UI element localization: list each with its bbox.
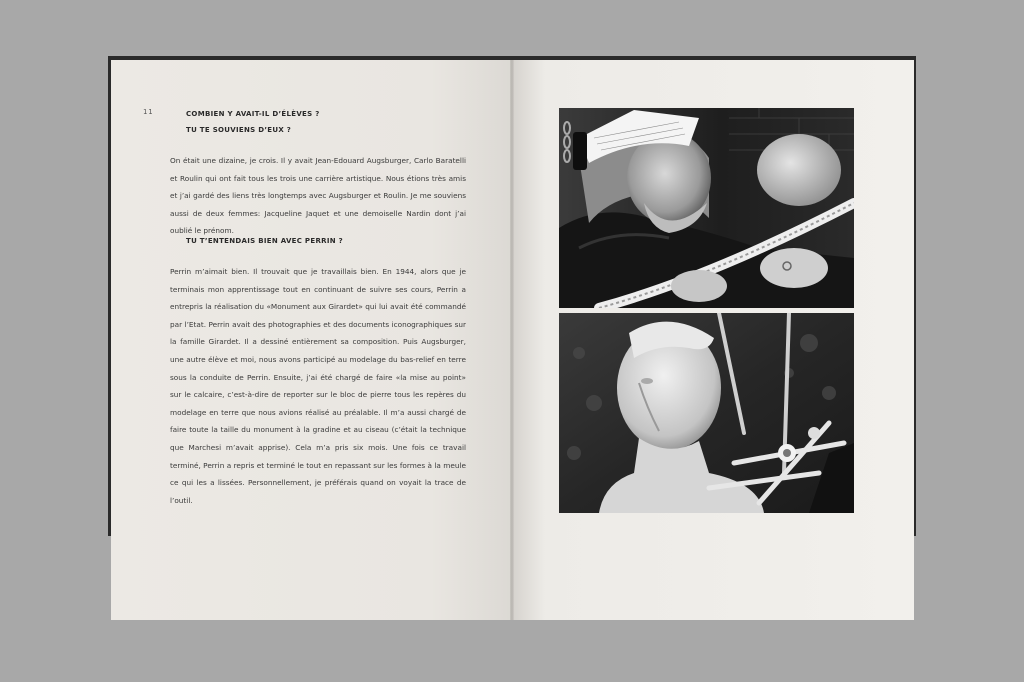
answer-paragraph-2: Perrin m’aimait bien. Il trouvait que je travaillais bien. En 1944, alors que je terminais mon apprentissage tout en continuant de suivre ses cours, Perrin a entrepris la réalisation du «Monument aux Girardet» qui lui avait été commandé par l’Etat. Perrin avait des photographies et des documents iconographiques sur la famille Girardet. Il a dessiné entièrement sa composition. Puis Augsburger, une autre élève et moi, nous avons participé au modelage du bas-relief en terre sous la conduite de Perrin. Ensuite, j’ai été chargé de faire «la mise au point» sur le calcaire, c’est-à-dire de reporter sur le bloc de pierre tous les repères du modelage en terre que nous avions réalisé au préalable. Il m’a aussi chargé de faire toute la taille du monument à la gradine et au ciseau (c’était la technique que Marchesi m’avait apprise). Cela m’a pris six mois. Une fois ce travail terminé, Perrin a repris et terminé le tout en repassant sur les formes à la meule ce qui les a lissées. Personnellement, je préférais quand on voyait la trace de l’outil. <box>170 267 466 505</box>
question-heading-1 <box>186 106 466 138</box>
sculptor-at-work-photo <box>559 108 854 308</box>
question-line: COMBIEN Y AVAIT-IL D’ÉLÈVES ? <box>186 110 320 118</box>
page-number: 11 <box>143 108 154 116</box>
question-line: TU TE SOUVIENS D’EUX ? <box>186 126 292 134</box>
question-heading-2: TU T’ENTENDAIS BIEN AVEC PERRIN ? <box>186 237 343 245</box>
book-gutter <box>510 60 514 620</box>
stone-bust-with-pointing-machine-photo <box>559 313 854 513</box>
answer-paragraph-1: On était une dizaine, je crois. Il y avait Jean-Edouard Augsburger, Carlo Baratelli et Roulin qui ont fait tous les trois une carrière artistique. Nous étions très amis et j’ai gardé des liens très longtemps avec Augsburger et Roulin. Je me souviens aussi de deux femmes: Jacqueline Jaquet et une demoiselle Nardin dont j’ai oublié le prénom. <box>170 156 466 236</box>
